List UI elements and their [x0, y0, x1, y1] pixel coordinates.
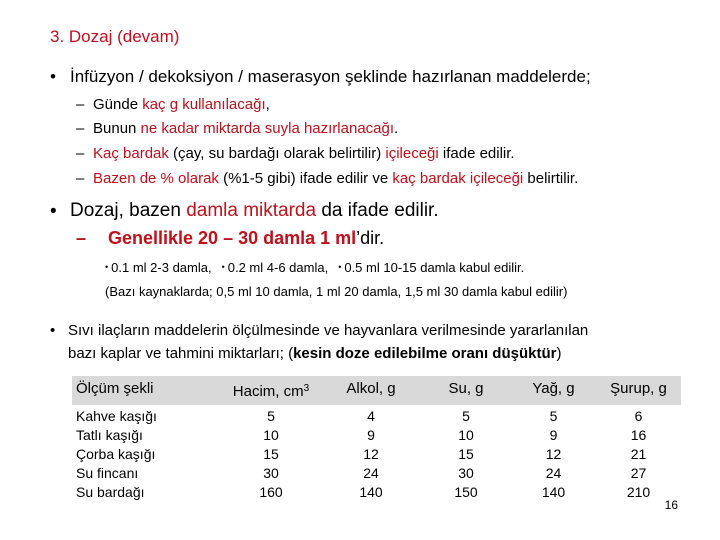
drop-rule-fragment: Genellikle 20 – 30 damla 1 ml	[108, 228, 357, 248]
note-bullet: •	[221, 262, 225, 272]
table-cell: 15	[458, 446, 474, 462]
header-unit: g	[471, 380, 484, 397]
table-cell: 5	[267, 408, 275, 424]
table-cell: Su fincanı	[76, 465, 139, 481]
header-unit: cm	[279, 383, 304, 400]
header-unit: g	[562, 380, 575, 397]
drop-notes-alt: (Bazı kaynaklarda; 0,5 ml 10 damla, 1 ml 20 damla, 1,5 ml 30 damla kabul edilir)	[105, 284, 568, 299]
table-cell: 30	[458, 465, 474, 481]
subitem-fragment: ne kadar miktarda suyla hazırlanacağı	[140, 120, 395, 137]
drop-text-fragment: damla miktarda	[186, 200, 317, 221]
table-header-cell	[321, 376, 421, 405]
subitem-fragment: .	[394, 120, 399, 137]
table-cell: Tatlı kaşığı	[76, 427, 143, 443]
table-cell: 5	[462, 408, 470, 424]
table-cell: 16	[630, 427, 647, 443]
table-body	[72, 405, 681, 502]
table-cell: 10	[458, 427, 474, 443]
table-header-row	[72, 376, 681, 405]
header-unit: g	[654, 380, 667, 397]
header-label: Alkol,	[346, 380, 384, 397]
note-text: 0.5 ml 10-15 damla kabul edilir.	[344, 260, 525, 275]
table-row	[72, 445, 681, 464]
header-label: Yağ,	[532, 380, 563, 397]
measuring-text-end: )	[556, 345, 562, 362]
header-label: Ölçüm şekli	[76, 380, 154, 397]
page-number: 16	[664, 498, 678, 512]
bullet-infusion-text: İnfüzyon / dekoksiyon / maserasyon şeklinde hazırlanan maddelerde;	[70, 67, 591, 86]
header-unit: g	[383, 380, 396, 397]
table-header-cell	[221, 376, 321, 405]
table-cell: 10	[263, 427, 279, 443]
dash-marker: –	[76, 96, 85, 113]
bullet-marker: •	[50, 322, 56, 339]
table-header-cell	[72, 376, 221, 405]
table-cell: 5	[549, 408, 558, 424]
drop-note	[105, 260, 212, 275]
table-header-cell	[511, 376, 596, 405]
table-cell: 140	[541, 484, 566, 500]
table-cell: 4	[367, 408, 375, 424]
table-cell: 21	[630, 446, 647, 462]
drop-text-fragment: Dozaj, bazen	[70, 200, 187, 221]
subitem-fragment: ifade edilir.	[438, 145, 515, 162]
drop-rule-text	[108, 228, 384, 249]
table-cell: 24	[545, 465, 562, 481]
table-cell: Çorba kaşığı	[76, 446, 156, 462]
table-cell: 210	[626, 484, 651, 500]
subitem-fragment: Bunun	[93, 120, 141, 137]
drop-notes-line	[105, 260, 524, 275]
table-row	[72, 464, 681, 483]
note-bullet: •	[105, 262, 109, 272]
subitem-fragment: belirtilir.	[523, 170, 579, 187]
infusion-subitem	[93, 120, 398, 137]
drop-note	[338, 260, 524, 275]
table-row	[72, 405, 681, 426]
subitem-fragment: kaç bardak içileceği	[392, 170, 524, 187]
sub-dash: –	[76, 228, 87, 248]
dash-marker: –	[76, 120, 85, 137]
table-cell: 12	[545, 446, 562, 462]
subitem-fragment: Bazen de % olarak	[93, 170, 219, 187]
dash-marker: –	[76, 170, 85, 187]
table-cell: 27	[630, 465, 647, 481]
subitem-fragment: ,	[265, 96, 270, 113]
infusion-subitem	[93, 170, 578, 187]
measurement-table	[72, 376, 681, 502]
page-title: 3. Dozaj (devam)	[50, 27, 180, 46]
table-header-cell	[596, 376, 681, 405]
subitem-fragment: (%1-5 gibi) ifade edilir ve	[218, 170, 393, 187]
bullet-marker: •	[50, 67, 56, 86]
subitem-fragment: Kaç bardak	[93, 145, 169, 162]
table-row	[72, 426, 681, 445]
bullet-marker: •	[50, 201, 57, 222]
table-cell: Su bardağı	[76, 484, 145, 500]
note-text: 0.1 ml 2-3 damla,	[111, 260, 212, 275]
table-header-cell	[421, 376, 511, 405]
subitem-fragment: kaç g kullanılacağı	[142, 96, 266, 113]
table-cell: 12	[363, 446, 379, 462]
table-cell: 140	[359, 484, 383, 500]
header-label: Şurup,	[610, 380, 655, 397]
table-cell: 6	[634, 408, 643, 424]
measuring-text-bold: kesin doze edilebilme oranı düşüktür	[293, 345, 557, 362]
infusion-subitem	[93, 96, 270, 113]
table-cell: Kahve kaşığı	[76, 408, 157, 424]
subitem-fragment: (çay, su bardağı olarak belirtilir)	[168, 145, 386, 162]
table-cell: 24	[363, 465, 379, 481]
table-cell: 150	[454, 484, 478, 500]
header-label: Su,	[448, 380, 471, 397]
note-bullet: •	[338, 262, 342, 272]
header-unit-sup: 3	[303, 383, 310, 394]
drop-rule-fragment: ’dir.	[356, 228, 385, 248]
bullet-measuring-line2	[68, 345, 561, 362]
measuring-text-plain: bazı kaplar ve tahmini miktarları; (	[68, 345, 294, 362]
subitem-fragment: Günde	[93, 96, 143, 113]
infusion-subitem	[93, 145, 515, 162]
table-cell: 9	[367, 427, 375, 443]
drop-note	[222, 260, 329, 275]
header-label: Hacim,	[232, 383, 280, 400]
note-text: 0.2 ml 4-6 damla,	[227, 260, 329, 275]
bullet-measuring-line1: Sıvı ilaçların maddelerin ölçülmesinde ve hayvanlara verilmesinde yararlanılan	[68, 322, 589, 339]
table-row	[72, 483, 681, 502]
table-cell: 15	[263, 446, 279, 462]
table-cell: 160	[259, 484, 283, 500]
drop-text-fragment: da ifade edilir.	[316, 200, 439, 221]
bullet-drop-dosage-text	[70, 200, 439, 222]
table-cell: 30	[263, 465, 279, 481]
table-cell: 9	[549, 427, 558, 443]
dash-marker: –	[76, 145, 85, 162]
subitem-fragment: içileceği	[385, 145, 439, 162]
